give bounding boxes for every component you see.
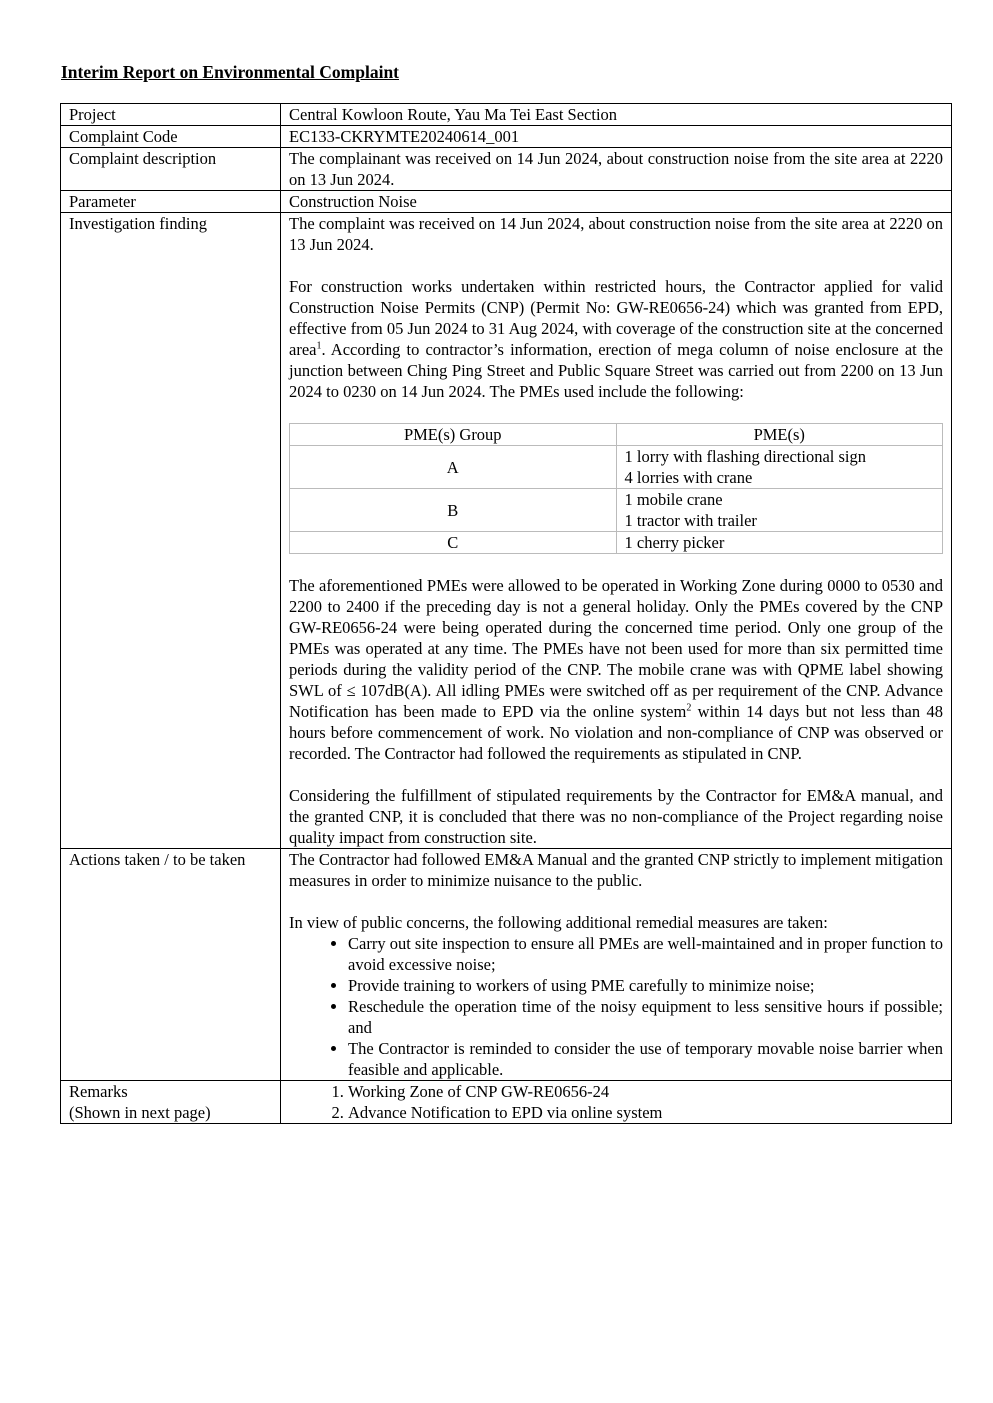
pme-item: 1 lorry with flashing directional sign [624, 447, 866, 466]
pme-item: 1 cherry picker [624, 533, 725, 552]
complaint-description-value: The complainant was received on 14 Jun 2024, about construction noise from the site area at 2220 on 13 Jun 2024. [289, 149, 943, 189]
pme-item: 4 lorries with crane [624, 468, 753, 487]
finding-paragraph: Considering the fulfillment of stipulated requirements by the Contractor for EM&A manual, and the granted CNP, it is concluded that there was no non-compliance of the Project regarding noise quality impact from construction site. [289, 786, 943, 847]
row-label-note: (Shown in next page) [69, 1103, 211, 1122]
table-row [61, 849, 952, 1081]
complaint-table [60, 103, 952, 1124]
list-item: • Carry out site inspection to ensure all PMEs are well-maintained and in proper function to avoid excessive noise; [348, 933, 943, 975]
row-label: Project [61, 104, 281, 126]
actions-paragraph: In view of public concerns, the following additional remedial measures are taken: [289, 913, 828, 932]
table-row [61, 213, 952, 849]
parameter-value: Construction Noise [281, 191, 952, 213]
row-label: Actions taken / to be taken [61, 849, 281, 1081]
list-item: • Reschedule the operation time of the noisy equipment to less sensitive hours if possible; and [348, 996, 943, 1038]
table-row [61, 191, 952, 213]
list-item: • The Contractor is reminded to consider the use of temporary movable noise barrier when feasible and applicable. [348, 1038, 943, 1080]
row-label: Investigation finding [61, 213, 281, 849]
pme-item: 1 tractor with trailer [624, 511, 757, 530]
actions-cell [281, 849, 952, 1081]
remarks-cell [281, 1081, 952, 1124]
table-row [290, 424, 943, 446]
table-row [61, 148, 952, 191]
table-row [290, 489, 943, 532]
report-title: Interim Report on Environmental Complaint [61, 62, 400, 82]
pme-group: A [290, 446, 617, 489]
investigation-finding-cell [281, 213, 952, 849]
table-row [290, 532, 943, 554]
table-row [61, 104, 952, 126]
footnote-ref: 1 [316, 340, 322, 352]
table-row [61, 126, 952, 148]
list-item: 2. Advance Notification to EPD via online system [348, 1102, 943, 1123]
finding-paragraph: For construction works undertaken within restricted hours, the Contractor applied for valid Construction Noise Permits (CNP) (Permit No: GW-RE0656-24) which was granted from EPD, effective from 05 Jun 2024 to 31 Aug 2024, with coverage of the construction site at the concerned area$^1$. According to contractor’s information, erection of mega column of noise enclosure at the junction between Ching Ping Street and Public Square Street was carried out from 2200 on 13 Jun 2024 to 0230 on 14 Jun 2024. The PMEs used include the following: [289, 277, 943, 401]
row-label: Remarks [69, 1082, 128, 1101]
table-row [61, 1081, 952, 1124]
finding-paragraph: The aforementioned PMEs were allowed to be operated in Working Zone during 0000 to 0530 and 2200 to 2400 if the preceding day is not a general holiday. Only the PMEs covered by the CNP GW-RE0656-24 were being operated during the concerned time period. Only one group of the PMEs was operated at any time. The PMEs have not been used for more than six permitted time periods during the validity period of the CNP. The mobile crane was with QPME label showing SWL of ≤ 107dB(A). All idling PMEs were switched off as per requirement of the CNP. Advance Notification has been made to EPD via the online system$^2$ within 14 days but not less than 48 hours before commencement of work. No violation and non-compliance of CNP was observed or recorded. The Contractor had followed the requirements as stipulated in CNP. [289, 576, 943, 763]
finding-paragraph: The complaint was received on 14 Jun 2024, about construction noise from the site area at 2220 on 13 Jun 2024. [289, 214, 943, 254]
actions-paragraph: The Contractor had followed EM&A Manual and the granted CNP strictly to implement mitigation measures in order to minimize nuisance to the public. [289, 850, 943, 890]
complaint-code-value: EC133-CKRYMTE20240614_001 [281, 126, 952, 148]
remedial-measures-list [289, 933, 943, 1080]
project-value: Central Kowloon Route, Yau Ma Tei East Section [281, 104, 952, 126]
row-label: Complaint Code [61, 126, 281, 148]
table-row [290, 446, 943, 489]
row-label: Parameter [61, 191, 281, 213]
remarks-list [289, 1081, 943, 1123]
row-label: Complaint description [61, 148, 281, 191]
pme-group: B [290, 489, 617, 532]
pme-item: 1 mobile crane [624, 490, 723, 509]
pme-header: PME(s) Group [290, 424, 617, 446]
pme-header: PME(s) [616, 424, 943, 446]
pme-table [289, 423, 943, 554]
pme-group: C [290, 532, 617, 554]
list-item: • Provide training to workers of using PME carefully to minimize noise; [348, 975, 943, 996]
footnote-ref: 2 [686, 702, 692, 714]
list-item: 1. Working Zone of CNP GW-RE0656-24 [348, 1081, 943, 1102]
